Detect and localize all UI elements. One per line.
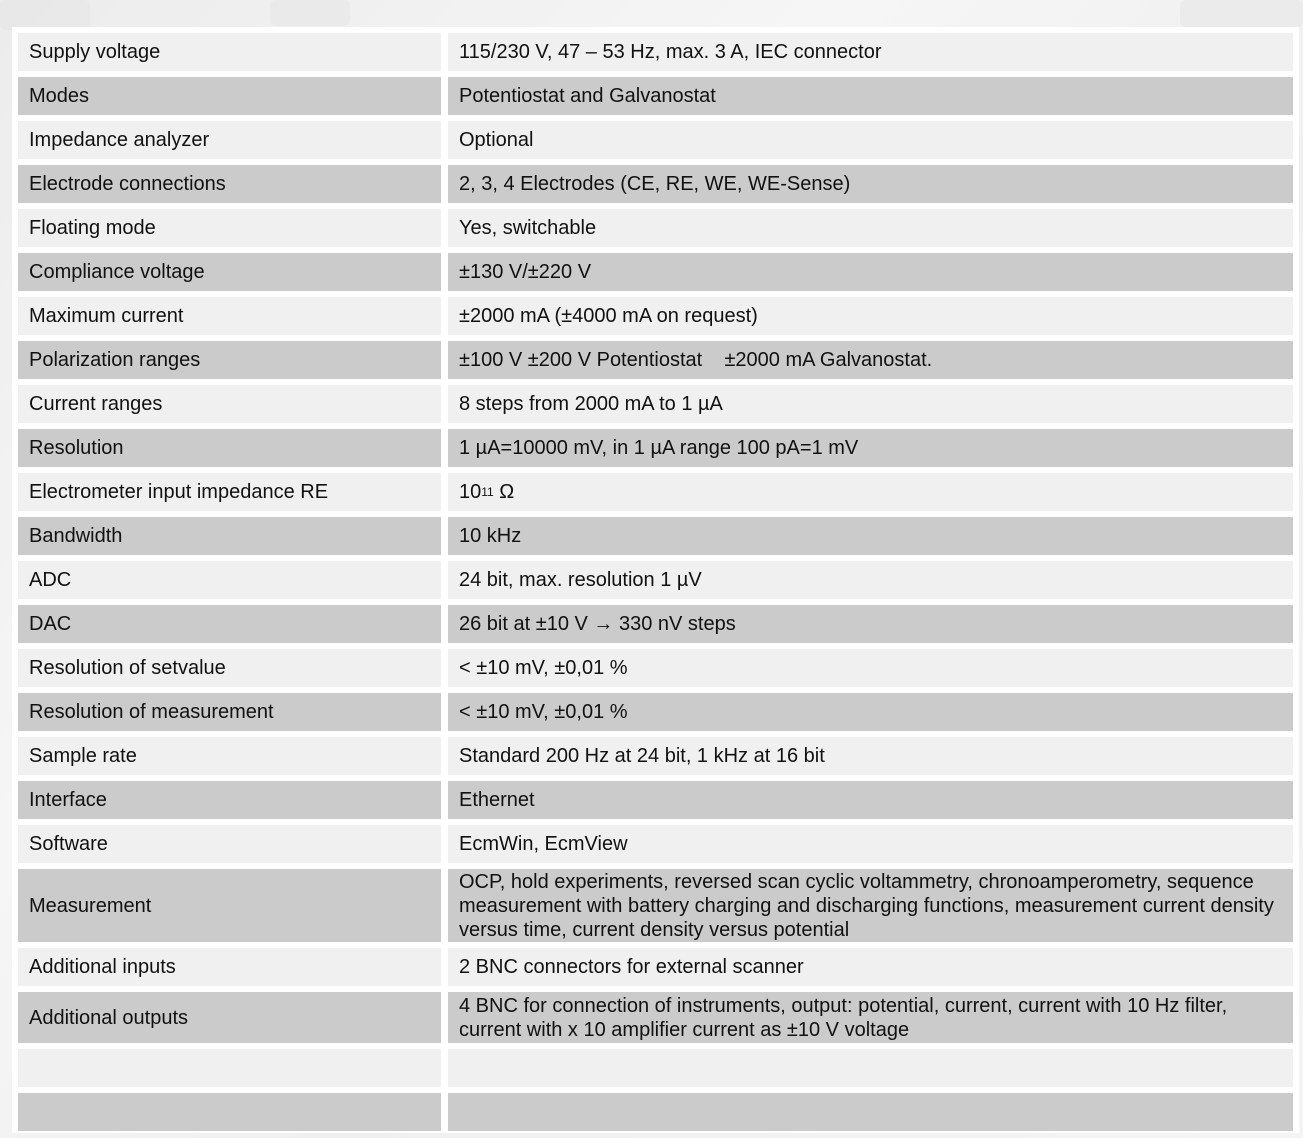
row-label: Measurement [18, 869, 441, 942]
table-row-bandwidth [18, 517, 1293, 555]
row-label: Interface [18, 781, 441, 819]
row-value: Standard 200 Hz at 24 bit, 1 kHz at 16 bit [448, 737, 1293, 775]
row-value: 4 BNC for connection of instruments, output: potential, current, current with 10 Hz filter, current with x 10 amplifier current as ±10 V voltage [448, 992, 1293, 1043]
row-label: DAC [18, 605, 441, 643]
table-row-polarization-ranges [18, 341, 1293, 379]
row-value: 26 bit at ±10 V → 330 nV steps [448, 605, 1293, 643]
row-value: ±2000 mA (±4000 mA on request) [448, 297, 1293, 335]
impedance-base: 10 [459, 481, 482, 503]
row-value: 10 11 Ω [448, 473, 1293, 511]
row-value [448, 1093, 1293, 1131]
table-row-resolution [18, 429, 1293, 467]
table-row-empty [18, 1093, 1293, 1131]
row-value: ±130 V/±220 V [448, 253, 1293, 291]
row-label: Sample rate [18, 737, 441, 775]
spec-table [18, 33, 1293, 1131]
table-row-modes [18, 77, 1293, 115]
row-label: Software [18, 825, 441, 863]
table-row-resolution-of-measurement [18, 693, 1293, 731]
row-value: OCP, hold experiments, reversed scan cyclic voltammetry, chronoamperometry, sequence measurement with battery charging and discharging functions, measurement current density versus time, current density versus potential [448, 869, 1293, 942]
row-label: Additional outputs [18, 992, 441, 1043]
row-value: < ±10 mV, ±0,01 % [448, 649, 1293, 687]
table-row-electrometer-input-impedance [18, 473, 1293, 511]
row-label [18, 1049, 441, 1087]
table-row-additional-outputs [18, 992, 1293, 1043]
row-label: Bandwidth [18, 517, 441, 555]
row-value: 1 µA=10000 mV, in 1 µA range 100 pA=1 mV [448, 429, 1293, 467]
row-value: < ±10 mV, ±0,01 % [448, 693, 1293, 731]
table-row-empty [18, 1049, 1293, 1087]
table-row-supply-voltage [18, 33, 1293, 71]
table-row-maximum-current [18, 297, 1293, 335]
table-row-current-ranges [18, 385, 1293, 423]
row-label: Resolution of measurement [18, 693, 441, 731]
row-value: Ethernet [448, 781, 1293, 819]
table-row-interface [18, 781, 1293, 819]
row-value: 115/230 V, 47 – 53 Hz, max. 3 A, IEC connector [448, 33, 1293, 71]
table-row-software [18, 825, 1293, 863]
row-label: Resolution [18, 429, 441, 467]
table-row-additional-inputs [18, 948, 1293, 986]
row-label: Additional inputs [18, 948, 441, 986]
spec-panel [12, 27, 1299, 1133]
row-label: Impedance analyzer [18, 121, 441, 159]
background-decoration [0, 0, 90, 30]
background-decoration [1180, 0, 1303, 27]
row-value: 2 BNC connectors for external scanner [448, 948, 1293, 986]
row-value: 2, 3, 4 Electrodes (CE, RE, WE, WE-Sense) [448, 165, 1293, 203]
table-row-dac [18, 605, 1293, 643]
table-row-adc [18, 561, 1293, 599]
impedance-unit: Ω [493, 481, 515, 503]
table-row-floating-mode [18, 209, 1293, 247]
row-value: 24 bit, max. resolution 1 µV [448, 561, 1293, 599]
table-row-electrode-connections [18, 165, 1293, 203]
background-decoration [270, 0, 350, 26]
table-row-measurement [18, 869, 1293, 942]
table-row-resolution-of-setvalue [18, 649, 1293, 687]
row-label [18, 1093, 441, 1131]
row-label: ADC [18, 561, 441, 599]
table-row-compliance-voltage [18, 253, 1293, 291]
row-value: 10 kHz [448, 517, 1293, 555]
row-label: Current ranges [18, 385, 441, 423]
row-value: Optional [448, 121, 1293, 159]
row-value [448, 1049, 1293, 1087]
row-label: Compliance voltage [18, 253, 441, 291]
row-label: Electrode connections [18, 165, 441, 203]
row-label: Modes [18, 77, 441, 115]
row-value: Yes, switchable [448, 209, 1293, 247]
row-label: Supply voltage [18, 33, 441, 71]
row-value: ±100 V ±200 V Potentiostat ±2000 mA Galvanostat. [448, 341, 1293, 379]
row-label: Resolution of setvalue [18, 649, 441, 687]
row-value: 8 steps from 2000 mA to 1 µA [448, 385, 1293, 423]
row-value: Potentiostat and Galvanostat [448, 77, 1293, 115]
row-label: Maximum current [18, 297, 441, 335]
row-label: Polarization ranges [18, 341, 441, 379]
table-row-sample-rate [18, 737, 1293, 775]
row-label: Electrometer input impedance RE [18, 473, 441, 511]
row-label: Floating mode [18, 209, 441, 247]
table-row-impedance-analyzer [18, 121, 1293, 159]
row-value: EcmWin, EcmView [448, 825, 1293, 863]
